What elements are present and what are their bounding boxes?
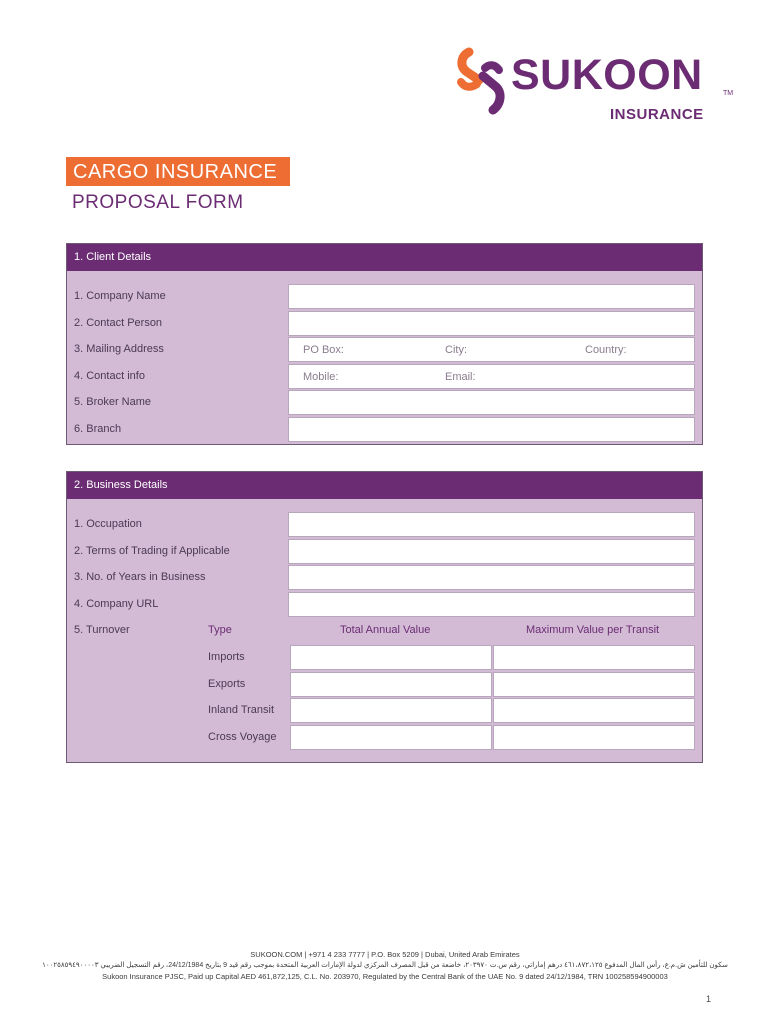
sukoon-logo — [455, 44, 740, 124]
terms-field[interactable] — [288, 539, 695, 564]
years-label: 3. No. of Years in Business — [74, 571, 206, 583]
document-subtitle: PROPOSAL FORM — [72, 192, 244, 213]
business-details-section — [66, 471, 703, 763]
company-url-field[interactable] — [288, 592, 695, 617]
section-header — [67, 244, 702, 271]
branch-field[interactable] — [288, 417, 695, 442]
company-url-label: 4. Company URL — [74, 598, 159, 610]
sukoon-mark-icon — [455, 46, 507, 116]
section-title: 2. Business Details — [74, 479, 168, 491]
imports-total-field[interactable] — [290, 645, 492, 670]
contact-person-label: 2. Contact Person — [74, 317, 163, 329]
company-name-label: 1. Company Name — [74, 290, 166, 302]
broker-name-field[interactable] — [288, 390, 695, 415]
document-title: CARGO INSURANCE — [73, 161, 278, 183]
country-label: Country: — [585, 344, 627, 356]
section-header — [67, 472, 702, 499]
contact-info-label: 4. Contact info — [74, 370, 145, 382]
exports-max-field[interactable] — [493, 672, 695, 697]
footer-contact-line: SUKOON.COM | +971 4 233 7777 | P.O. Box 5209 | Dubai, United Arab Emirates — [250, 950, 520, 959]
cross-voyage-max-field[interactable] — [493, 725, 695, 750]
contact-person-field[interactable] — [288, 311, 695, 336]
mailing-address-label: 3. Mailing Address — [74, 343, 164, 355]
occupation-label: 1. Occupation — [74, 518, 142, 530]
terms-label: 2. Terms of Trading if Applicable — [74, 545, 230, 557]
total-annual-value-header: Total Annual Value — [340, 624, 431, 636]
inland-transit-label: Inland Transit — [208, 704, 275, 716]
exports-label: Exports — [208, 678, 246, 690]
company-name-field[interactable] — [288, 284, 695, 309]
turnover-label: 5. Turnover — [74, 624, 130, 636]
logo-subtitle: INSURANCE — [610, 106, 704, 123]
email-label: Email: — [445, 371, 476, 383]
occupation-field[interactable] — [288, 512, 695, 537]
document-title-box — [66, 157, 290, 186]
contact-info-field[interactable] — [288, 364, 695, 389]
logo-wordmark: SUKOON — [511, 51, 703, 99]
exports-total-field[interactable] — [290, 672, 492, 697]
client-details-section — [66, 243, 703, 445]
imports-label: Imports — [208, 651, 245, 663]
branch-label: 6. Branch — [74, 423, 122, 435]
logo-trademark: TM — [723, 90, 734, 97]
cross-voyage-total-field[interactable] — [290, 725, 492, 750]
mobile-label: Mobile: — [303, 371, 339, 383]
mailing-address-field[interactable] — [288, 337, 695, 362]
type-column-header: Type — [208, 624, 232, 636]
footer-legal-line: Sukoon Insurance PJSC, Paid up Capital AED 461,872,125, C.L. No. 203970, Regulated by the Central Bank of the UAE No. 9 dated 24/12/1984, TRN 100258594900003 — [102, 972, 668, 981]
imports-max-field[interactable] — [493, 645, 695, 670]
city-label: City: — [445, 344, 467, 356]
broker-name-label: 5. Broker Name — [74, 396, 152, 408]
page-number: 1 — [706, 994, 712, 1004]
max-value-per-transit-header: Maximum Value per Transit — [526, 624, 660, 636]
inland-transit-total-field[interactable] — [290, 698, 492, 723]
years-field[interactable] — [288, 565, 695, 590]
footer-arabic-line: سكون للتأمين ش.م.ع، رأس المال المدفوع ٤٦١،٨٧٢،١٢٥ درهم إماراتي، رقم س.ت ٢٠٣٩٧٠، خاضعة من قبل المصرف المركزي لدولة الإمارات العربية المتحدة بموجب رقم قيد 9 بتاريخ 24/12/1984، رقم التسجيل الضريبي ١٠٠٢٥٨٥٩٤٩٠٠٠٠٣ — [42, 962, 728, 969]
po-box-label: PO Box: — [303, 344, 344, 356]
section-title: 1. Client Details — [74, 251, 152, 263]
cross-voyage-label: Cross Voyage — [208, 731, 277, 743]
inland-transit-max-field[interactable] — [493, 698, 695, 723]
